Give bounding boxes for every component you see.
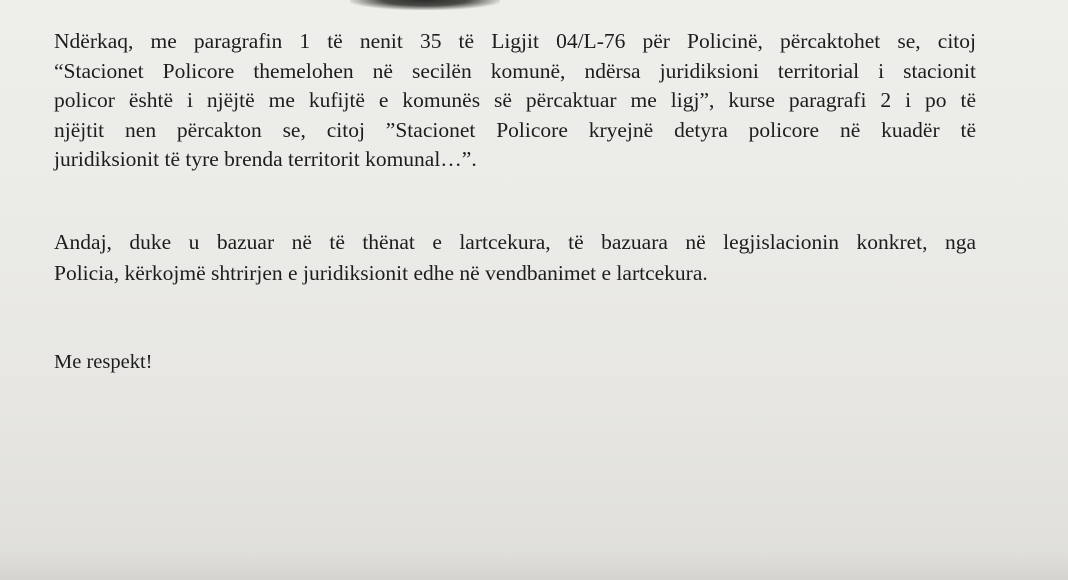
text-line: Ndërkaq, me paragrafin 1 të nenit 35 të Ligjit 04/L-76 për Policinë, përcaktohet se, citoj [54,29,976,53]
paragraph-request [54,227,976,289]
bottom-edge-shading [0,550,1068,580]
text-line: Me respekt! [54,351,153,373]
text-line: “Stacionet Policore themelohen në secilën komunë, ndërsa juridiksioni territorial i stacionit [54,58,976,83]
closing-salutation [54,347,976,377]
text-line: juridiksionit të tyre brenda territorit komunal…”. [54,147,477,172]
paragraph-jurisdiction-law [54,27,976,175]
text-line: njëjtit nen përcakton se, citoj ”Stacionet Policore kryejnë detyra policore në kuadër të [54,117,976,142]
text-line: policor është i njëjtë me kufijtë e komunës së përcaktuar me ligj”, kurse paragrafi 2 i po të [54,88,976,113]
text-line: Andaj, duke u bazuar në të thënat e lartcekura, të bazuara në legjislacionin konkret, nga [54,230,976,254]
top-edge-shadow [350,0,500,10]
text-line: Policia, kërkojmë shtrirjen e juridiksionit edhe në vendbanimet e lartcekura. [54,261,708,285]
